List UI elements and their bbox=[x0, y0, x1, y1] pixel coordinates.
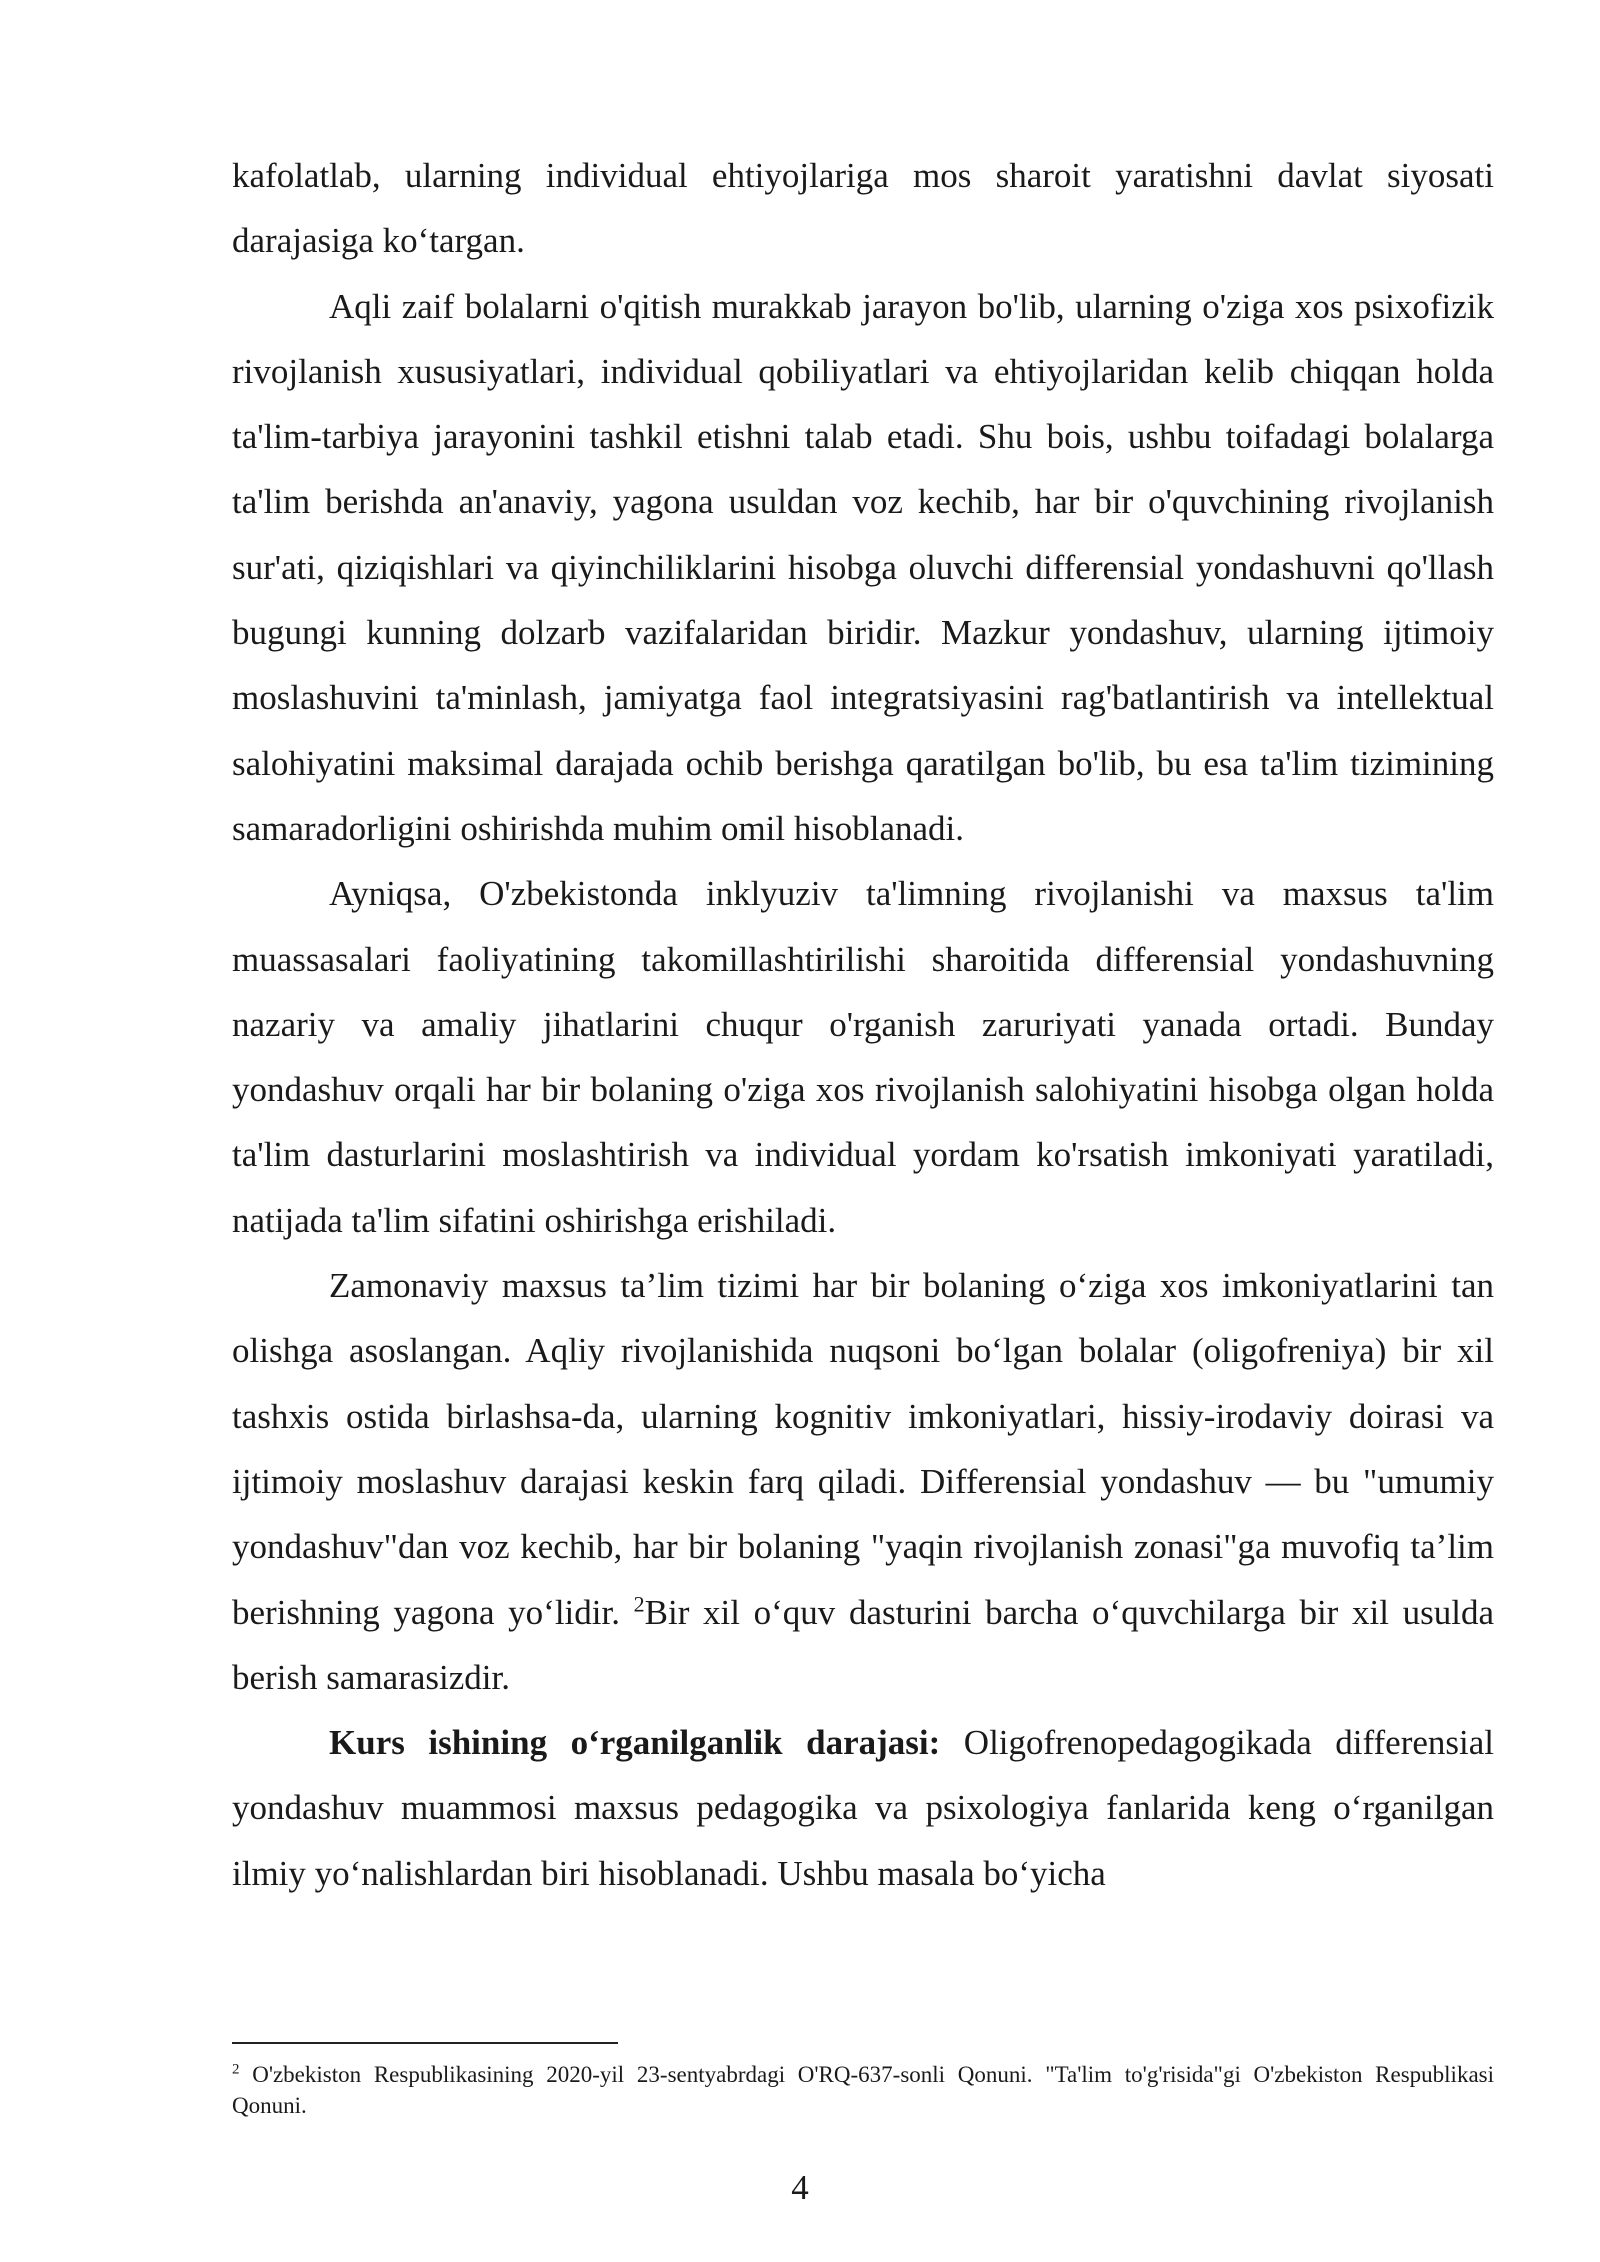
page-number: 4 bbox=[791, 2168, 809, 2207]
paragraph-continuation: kafolatlab, ularning individual ehtiyojlariga mos sharoit yaratishni davlat siyosati darajasiga ko‘targan. bbox=[232, 156, 1494, 261]
footnote-text: O'zbekiston Respublikasining 2020-yil 23-sentyabrdagi O'RQ-637-sonli Qonuni. "Ta'lim to'g'risida"gi O'zbekiston Respublikasi Qonuni. bbox=[232, 2062, 1494, 2118]
document-body bbox=[232, 143, 1494, 1906]
paragraph-aqli-zaif: Aqli zaif bolalarni o'qitish murakkab jarayon bo'lib, ularning o'ziga xos psixofizik rivojlanish xususiyatlari, individual qobiliyatlari va ehtiyojlaridan kelib chiqqan holda ta'lim-tarbiya jarayonini tashkil etishni talab etadi. Shu bois, ushbu toifadagi bolalarga ta'lim berishda an'anaviy, yagona usuldan voz kechib, har bir o'quvchining rivojlanish sur'ati, qiziqishlari va qiyinchiliklarini hisobga oluvchi differensial yondashuvni qo'llash bugungi kunning dolzarb vazifalaridan biridir. Mazkur yondashuv, ularning ijtimoiy moslashuvini ta'minlash, jamiyatga faol integratsiyasini rag'batlantirish va intellektual salohiyatini maksimal darajada ochib berishga qaratilgan bo'lib, bu esa ta'lim tizimining samaradorligini oshirishda muhim omil hisoblanadi. bbox=[232, 286, 1494, 848]
footnote bbox=[232, 2059, 1494, 2121]
footnote-number: 2 bbox=[232, 2061, 240, 2078]
paragraph-kurs-ishi bbox=[232, 1710, 1494, 1906]
paragraph-zamonaviy-tail: Bir xil o‘quv dasturini barcha o‘quvchilarga bir xil usulda berish samarasizdir. bbox=[232, 1592, 1494, 1697]
paragraph-zamonaviy-text: Zamonaviy maxsus ta’lim tizimi har bir bolaning o‘ziga xos imkoniyatlarini tan olishga asoslangan. Aqliy rivojlanishida nuqsoni bo‘lgan bolalar (oligofreniya) bir xil tashxis ostida birlashsa-da, ularning kognitiv imkoniyatlari, hissiy-irodaviy doirasi va ijtimoiy moslashuv darajasi keskin farq qiladi. Differensial yondashuv — bu "umumiy yondashuv"dan voz kechib, har bir bolaning "yaqin rivojlanish zonasi"ga muvofiq ta’lim berishning yagona yo‘lidir. bbox=[232, 1266, 1494, 1632]
footnote-separator bbox=[232, 2042, 618, 2044]
section-heading-inline: Kurs ishining o‘rganilganlik darajasi: bbox=[329, 1723, 941, 1763]
paragraph-zamonaviy bbox=[232, 1253, 1494, 1710]
paragraph-kurs-ishi-text: Oligofrenopedagogikada differensial yondashuv muammosi maxsus pedagogika va psixologiya fanlarida keng o‘rganilgan ilmiy yo‘nalishlardan biri hisoblanadi. Ushbu masala bo‘yicha bbox=[232, 1723, 1494, 1893]
paragraph-ayniqsa: Ayniqsa, O'zbekistonda inklyuziv ta'limning rivojlanishi va maxsus ta'lim muassasalari faoliyatining takomillashtirilishi sharoitida differensial yondashuvning nazariy va amaliy jihatlarini chuqur o'rganish zaruriyati yanada ortadi. Bunday yondashuv orqali har bir bolaning o'ziga xos rivojlanish salohiyatini hisobga olgan holda ta'lim dasturlarini moslashtirish va individual yordam ko'rsatish imkoniyati yaratiladi, natijada ta'lim sifatini oshirishga erishiladi. bbox=[232, 874, 1494, 1240]
footnote-reference[interactable]: 2 bbox=[633, 1590, 645, 1616]
